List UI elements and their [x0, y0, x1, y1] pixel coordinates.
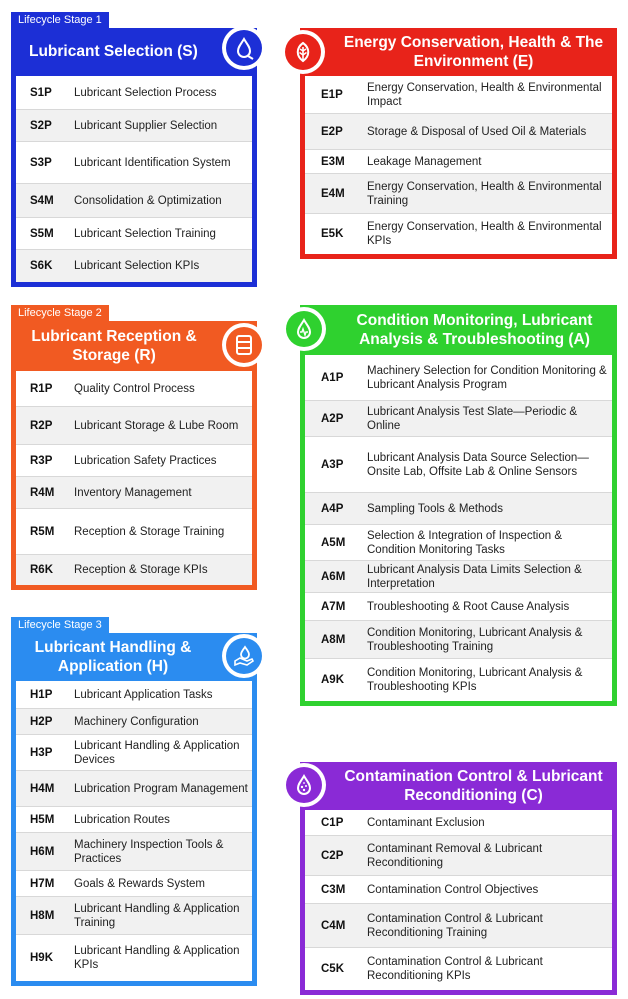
item-code: H5M — [30, 813, 55, 826]
stage-header — [11, 633, 257, 681]
stage-header — [300, 28, 617, 76]
stage-badge — [222, 634, 266, 678]
item-code: R2P — [30, 419, 53, 432]
stage-item-row — [305, 174, 612, 214]
item-code: H9K — [30, 952, 54, 964]
item-code: R5M — [30, 525, 55, 538]
stage-item-row — [305, 593, 612, 621]
item-label: Lubrication Safety Practices — [74, 454, 217, 467]
stage-item-row — [16, 735, 252, 771]
item-code: H8M — [30, 909, 55, 922]
item-code: S1P — [30, 86, 52, 99]
item-label: Inventory Management — [74, 486, 192, 499]
hand-drop-icon — [226, 638, 262, 674]
stage-title: Lubricant Handling & Application (H) — [34, 638, 192, 675]
item-label: Lubricant Analysis Test Slate—Periodic & Online — [367, 405, 578, 432]
item-label: Storage & Disposal of Used Oil & Materials — [367, 125, 587, 138]
stage-tag: Lifecycle Stage 3 — [11, 617, 109, 633]
item-label: Quality Control Process — [74, 382, 195, 395]
item-label: Goals & Rewards System — [74, 877, 206, 890]
stage-item-row — [16, 871, 252, 897]
item-code: R3P — [30, 454, 53, 467]
item-label: Machinery Configuration — [74, 715, 199, 728]
stage-title: Lubricant Reception & Storage (R) — [31, 327, 197, 364]
item-code: A3P — [321, 458, 344, 471]
item-label: Contaminant Exclusion — [367, 816, 485, 829]
stage-header — [300, 762, 617, 810]
item-code: H3P — [30, 746, 53, 759]
item-code: S6K — [30, 260, 53, 272]
stage-item-row — [305, 355, 612, 401]
stage-item-row — [305, 810, 612, 836]
item-label: Reception & Storage Training — [74, 525, 225, 538]
item-label: Troubleshooting & Root Cause Analysis — [367, 600, 570, 613]
item-label: Lubricant Supplier Selection — [74, 119, 218, 132]
stage-item-row — [16, 771, 252, 807]
item-label: Contamination Control & Lubricant Reconditioning Training — [367, 912, 543, 939]
item-label: Lubricant Analysis Data Source Selection—Onsite Lab, Offsite Lab & Online Sensors — [367, 451, 589, 478]
stage-item-list — [11, 681, 257, 986]
stage-item-row — [16, 76, 252, 110]
item-label: Reception & Storage KPIs — [74, 564, 208, 576]
item-code: C4M — [321, 919, 346, 932]
stage-item-row — [305, 76, 612, 114]
item-label: Lubricant Selection Process — [74, 86, 217, 99]
stage-item-row — [16, 371, 252, 407]
item-label: Lubricant Handling & Application KPIs — [74, 945, 240, 971]
stage-item-row — [305, 904, 612, 948]
item-label: Sampling Tools & Methods — [367, 502, 503, 515]
item-code: H7M — [30, 877, 55, 890]
item-code: R6K — [30, 564, 54, 576]
item-code: A7M — [321, 600, 346, 613]
stage-item-list — [11, 76, 257, 287]
stage-item-row — [305, 401, 612, 437]
item-label: Lubricant Analysis Data Limits Selection & Interpretation — [367, 563, 582, 590]
stage-header — [11, 28, 257, 76]
stage-badge — [282, 307, 326, 351]
item-code: H2P — [30, 715, 53, 728]
item-code: A2P — [321, 412, 344, 425]
stage-item-row — [16, 250, 252, 282]
item-label: Contamination Control & Lubricant Reconditioning KPIs — [367, 956, 543, 982]
stage-item-row — [305, 561, 612, 593]
item-code: H6M — [30, 845, 55, 858]
item-label: Machinery Inspection Tools & Practices — [74, 838, 224, 865]
stage-item-row — [305, 836, 612, 876]
stage-item-row — [305, 948, 612, 990]
stage-item-row — [305, 493, 612, 525]
stage-item-row — [16, 110, 252, 142]
item-code: A6M — [321, 570, 346, 583]
item-label: Lubricant Selection KPIs — [74, 260, 200, 272]
stage-item-list — [300, 810, 617, 995]
item-code: E2P — [321, 125, 343, 138]
item-code: C3M — [321, 883, 346, 896]
stage-item-row — [16, 509, 252, 555]
item-label: Consolidation & Optimization — [74, 194, 222, 207]
item-label: Lubricant Selection Training — [74, 227, 216, 240]
stage-item-row — [16, 218, 252, 250]
item-label: Condition Monitoring, Lubricant Analysis & Troubleshooting Training — [367, 626, 583, 653]
item-label: Lubricant Application Tasks — [74, 688, 213, 701]
stage-item-row — [305, 876, 612, 904]
stage-badge — [222, 323, 266, 367]
stage-item-list — [300, 355, 617, 706]
item-code: S3P — [30, 156, 52, 169]
item-code: A4P — [321, 502, 344, 515]
item-code: R4M — [30, 486, 55, 499]
stage-header — [300, 305, 617, 355]
stage-item-row — [16, 833, 252, 871]
stage-item-row — [16, 142, 252, 184]
stage-item-row — [16, 477, 252, 509]
item-code: E1P — [321, 88, 343, 101]
stage-item-row — [305, 214, 612, 254]
leaf-icon — [285, 34, 321, 70]
item-label: Energy Conservation, Health & Environmental KPIs — [367, 221, 602, 247]
stage-item-row — [305, 659, 612, 701]
item-code: C5K — [321, 963, 345, 975]
item-code: E4M — [321, 187, 345, 200]
item-code: E3M — [321, 155, 345, 168]
stage-item-row — [16, 681, 252, 709]
drop-analysis-icon — [286, 311, 322, 347]
item-label: Lubrication Routes — [74, 813, 170, 826]
item-code: S4M — [30, 194, 54, 207]
stage-tag: Lifecycle Stage 2 — [11, 305, 109, 321]
stage-tag: Lifecycle Stage 1 — [11, 12, 109, 28]
item-code: H4M — [30, 782, 55, 795]
item-code: C1P — [321, 816, 344, 829]
stage-item-row — [305, 150, 612, 174]
item-label: Contaminant Removal & Lubricant Reconditioning — [367, 842, 543, 869]
stage-title: Lubricant Selection (S) — [29, 43, 198, 61]
stage-header — [11, 321, 257, 371]
stage-title: Contamination Control & Lubricant Reconditioning (C) — [344, 767, 603, 804]
item-label: Energy Conservation, Health & Environmental Training — [367, 180, 602, 207]
item-code: C2P — [321, 849, 344, 862]
item-label: Machinery Selection for Condition Monitoring & Lubricant Analysis Program — [367, 364, 607, 391]
stage-item-list — [11, 371, 257, 590]
barrel-icon — [226, 327, 262, 363]
item-label: Contamination Control Objectives — [367, 883, 539, 896]
item-code: A8M — [321, 633, 346, 646]
stage-item-row — [305, 114, 612, 150]
item-label: Energy Conservation, Health & Environmental Impact — [367, 81, 602, 108]
item-label: Lubricant Identification System — [74, 156, 231, 169]
stage-item-row — [16, 407, 252, 445]
item-label: Lubrication Program Management — [74, 782, 248, 795]
stage-item-row — [305, 525, 612, 561]
stage-item-row — [16, 445, 252, 477]
stage-item-row — [16, 709, 252, 735]
item-label: Lubricant Storage & Lube Room — [74, 419, 239, 432]
item-code: A1P — [321, 371, 344, 384]
item-label: Lubricant Handling & Application Training — [74, 902, 240, 929]
item-label: Leakage Management — [367, 155, 482, 168]
oil-drop-pipette-icon — [226, 30, 262, 66]
stage-item-row — [16, 184, 252, 218]
item-label: Lubricant Handling & Application Devices — [74, 739, 240, 766]
stage-item-row — [16, 807, 252, 833]
item-code: A9K — [321, 674, 345, 686]
item-label: Selection & Integration of Inspection & Condition Monitoring Tasks — [367, 529, 562, 556]
stage-item-row — [305, 437, 612, 493]
stage-badge — [222, 26, 266, 70]
stage-title: Condition Monitoring, Lubricant Analysis & Troubleshooting (A) — [356, 311, 593, 348]
stage-item-row — [16, 897, 252, 935]
item-code: A5M — [321, 536, 346, 549]
stage-item-row — [305, 621, 612, 659]
item-code: R1P — [30, 382, 53, 395]
stage-item-row — [16, 935, 252, 981]
item-label: Condition Monitoring, Lubricant Analysis & Troubleshooting KPIs — [367, 667, 583, 693]
contaminated-drop-icon — [286, 767, 322, 803]
stage-item-list — [300, 76, 617, 259]
stage-badge — [281, 30, 325, 74]
stage-badge — [282, 763, 326, 807]
stage-item-row — [16, 555, 252, 585]
stage-title: Energy Conservation, Health & The Environment (E) — [343, 33, 604, 70]
item-code: S5M — [30, 227, 54, 240]
item-code: E5K — [321, 228, 344, 240]
item-code: S2P — [30, 119, 52, 132]
item-code: H1P — [30, 688, 53, 701]
